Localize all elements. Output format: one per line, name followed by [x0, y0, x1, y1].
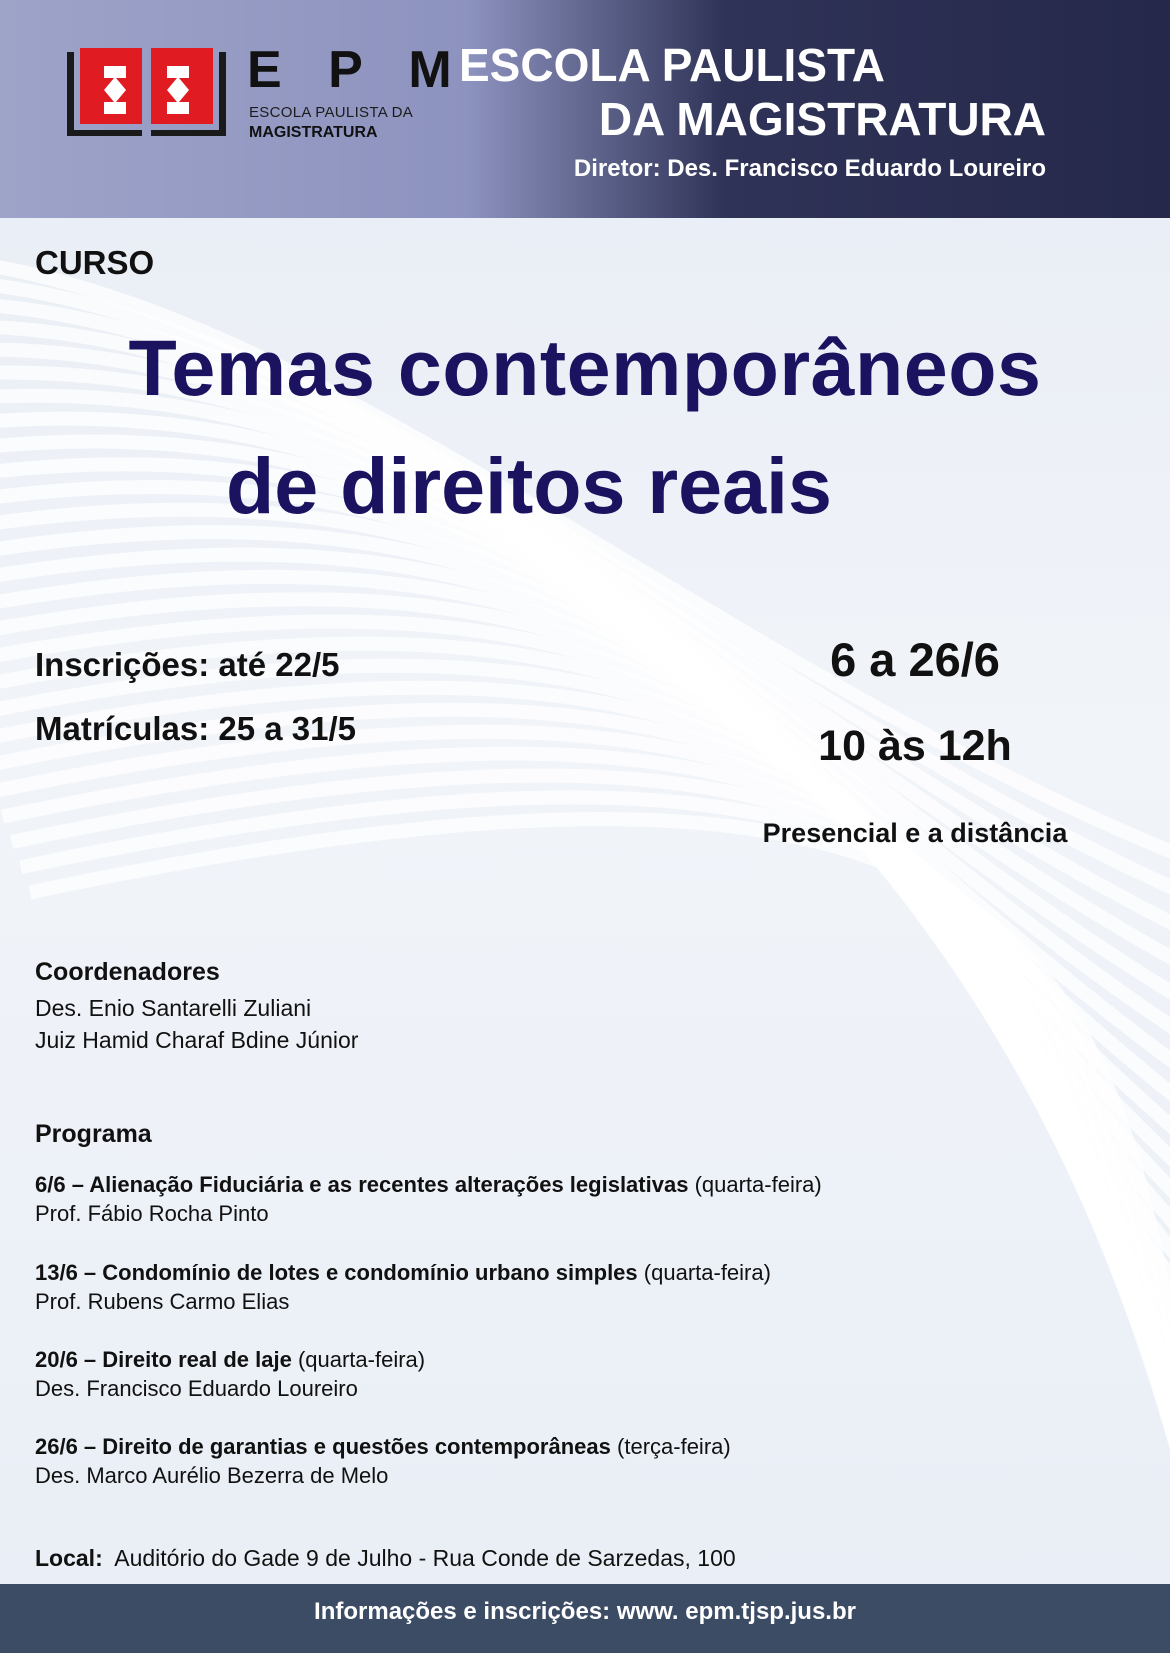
course-dates: 6 a 26/6 — [830, 633, 1000, 686]
school-name-line-2: DA MAGISTRATURA — [598, 93, 1046, 145]
program-item — [35, 1170, 822, 1228]
program-item-weekday: (quarta-feira) — [694, 1172, 822, 1197]
course-mode: Presencial e a distância — [762, 818, 1068, 848]
venue-label: Local: — [35, 1545, 103, 1571]
venue — [35, 1545, 736, 1572]
logo-subtitle-1: ESCOLA PAULISTA DA — [249, 104, 414, 121]
program-item — [35, 1345, 425, 1403]
program-item-weekday: (quarta-feira) — [297, 1347, 426, 1372]
program-item-weekday: (quarta-feira) — [643, 1260, 771, 1285]
program-item-weekday: (terça-feira) — [617, 1434, 731, 1459]
coordinators-heading: Coordenadores — [35, 958, 220, 986]
course-label: CURSO — [35, 244, 155, 281]
coordinator-name: Juiz Hamid Charaf Bdine Júnior — [35, 1027, 359, 1053]
epm-logo-icon — [64, 44, 229, 142]
program-item-topic: 26/6 – Direito de garantias e questões contemporâneas — [35, 1434, 611, 1459]
program-item-topic: 6/6 – Alienação Fiduciária e as recentes alterações legislativas — [35, 1172, 689, 1197]
course-title-line-1: Temas contemporâneos — [128, 323, 1042, 412]
course-title-line-2: de direitos reais — [226, 441, 832, 530]
program-item — [35, 1432, 731, 1490]
venue-address: Auditório do Gade 9 de Julho - Rua Conde de Sarzedas, 100 — [114, 1545, 736, 1571]
director-line: Diretor: Des. Francisco Eduardo Loureiro — [573, 155, 1046, 182]
program-item-speaker: Prof. Fábio Rocha Pinto — [35, 1201, 269, 1226]
program-item-speaker: Des. Marco Aurélio Bezerra de Melo — [35, 1463, 389, 1488]
program-item-speaker: Prof. Rubens Carmo Elias — [35, 1289, 290, 1314]
program-item-speaker: Des. Francisco Eduardo Loureiro — [35, 1376, 358, 1401]
school-name-line-1: ESCOLA PAULISTA — [459, 39, 885, 91]
enrollment-period: Matrículas: 25 a 31/5 — [35, 710, 357, 747]
coordinator-name: Des. Enio Santarelli Zuliani — [35, 995, 312, 1021]
program-heading: Programa — [35, 1120, 152, 1148]
program-item — [35, 1258, 771, 1316]
program-item-topic: 20/6 – Direito real de laje — [35, 1347, 292, 1372]
course-hours: 10 às 12h — [818, 722, 1012, 770]
program-item-topic: 13/6 – Condomínio de lotes e condomínio urbano simples — [35, 1260, 638, 1285]
logo-subtitle-2: MAGISTRATURA — [249, 124, 378, 141]
footer-info-link[interactable]: Informações e inscrições: www. epm.tjsp.jus.br — [314, 1598, 856, 1625]
logo-letters: E P M — [247, 41, 468, 99]
registration-deadline: Inscrições: até 22/5 — [35, 646, 340, 683]
